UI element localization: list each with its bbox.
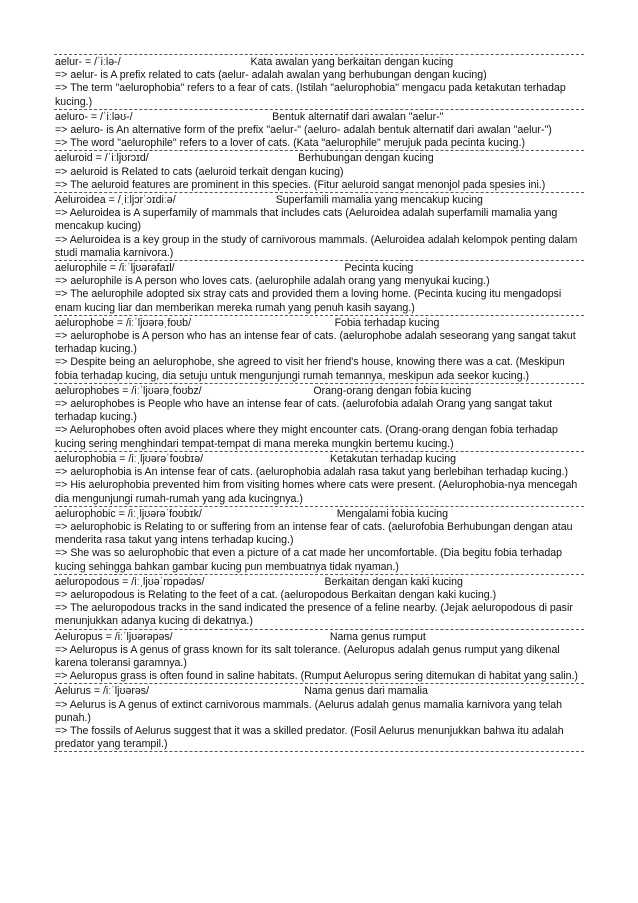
entry-definition: => aeluropodous is Relating to the feet of a cat. (aeluropodous Berkaitan dengan kaki kucing.) [55, 588, 497, 601]
entry-aelurophobia [54, 451, 584, 506]
entry-term: Aeluropus = /iːˈljʊərəpəs/ [55, 630, 173, 643]
entry-header [55, 631, 583, 644]
entry-indonesian: Superfamili mamalia yang mencakup kucing [275, 194, 483, 207]
entry-indonesian: Fobia terhadap kucing [334, 316, 440, 329]
entry-indonesian: Ketakutan terhadap kucing [329, 452, 457, 465]
entry-definition: => Aelurus is A genus of extinct carnivorous mammals. (Aelurus adalah genus mamalia karnivora yang telah punah.) [55, 698, 562, 724]
entry-aelurophobic [54, 506, 584, 574]
entry-header [55, 685, 583, 698]
entry-aeluroidea [54, 192, 584, 260]
entry-header [55, 576, 583, 589]
entry-term: aeluropodous = /iːˌljʊəˈrɒpədəs/ [55, 575, 205, 588]
entry-example: => Aeluroidea is a key group in the study of carnivorous mammals. (Aeluroidea adalah kelompok penting dalam studi mamalia karnivora.) [55, 233, 578, 259]
entry-indonesian: Berkaitan dengan kaki kucing [324, 575, 463, 588]
entry-header [55, 152, 583, 165]
entry-indonesian: Orang-orang dengan fobia kucing [313, 384, 472, 397]
entry-header [55, 385, 583, 398]
entry-term: aelurophile = /iːˈljʊərəfaɪl/ [55, 262, 175, 275]
entry-term: Aeluroidea = /ˌiːljɔrˈɔɪdiːə/ [55, 194, 176, 207]
entry-indonesian: Nama genus dari mamalia [304, 685, 428, 698]
entry-definition: => Aeluroidea is A superfamily of mammals that includes cats (Aeluroidea adalah superfamili mamalia yang mencakup kucing) [55, 207, 558, 233]
entry-definition: => aelurophobia is An intense fear of cats. (aelurophobia adalah rasa takut yang berlebihan terhadap kucing.) [55, 466, 568, 479]
entry-indonesian: Nama genus rumput [329, 630, 426, 643]
entry-header [55, 317, 583, 330]
entry-indonesian: Pecinta kucing [344, 262, 414, 275]
entry-header [55, 453, 583, 466]
entry-header [55, 508, 583, 521]
entry-example: => The fossils of Aelurus suggest that it was a skilled predator. (Fosil Aelurus menunjukkan bahwa itu adalah predator yang terampil.) [55, 724, 564, 751]
entry-aeluropodous [54, 574, 584, 629]
entry-term: aelur- = /ˈiːlə-/ [55, 56, 121, 68]
entry-example: => Despite being an aelurophobe, she agreed to visit her friend's house, knowing there was a cat. (Meskipun fobia terhadap kucing, dia setuju untuk mengunjungi rumah temannya, meskipun ada seekor kucing.) [55, 356, 565, 382]
entry-example: => His aelurophobia prevented him from visiting homes where cats were present. (Aelurophobia-nya mencegah dia mengunjungi rumah-rumah yang ada kucingnya.) [55, 479, 578, 505]
entry-example: => The word "aelurophile" refers to a lover of cats. (Kata "aelurophile" merujuk pada pecinta kucing.) [55, 137, 526, 150]
entry-definition: => Aeluropus is A genus of grass known for its salt tolerance. (Aeluropus adalah genus rumput yang dikenal karena toleransi garamnya.) [55, 643, 560, 669]
entry-indonesian: Mengalami fobia kucing [336, 507, 449, 520]
entry-definition: => aelurophobe is A person who has an intense fear of cats. (aelurophobe adalah seseorang yang sangat takut terhadap kucing.) [55, 330, 576, 356]
entry-definition: => aelurophobes is People who have an intense fear of cats. (aelurofobia adalah Orang yang sangat takut terhadap kucing.) [55, 398, 553, 424]
entry-term: aelurophobic = /iːˌljʊərəˈfoʊbɪk/ [55, 507, 202, 520]
entry-term: aelurophobes = /iːˈljʊərəˌfoʊbz/ [55, 384, 202, 397]
entry-indonesian: Berhubungan dengan kucing [298, 152, 434, 165]
entry-term: aeluroid = /ˈiːljʊrɔɪd/ [55, 152, 149, 165]
entry-example: => She was so aelurophobic that even a picture of a cat made her uncomfortable. (Dia begitu fobia terhadap kucing sehingga bahkan gambar kucing pun membuatnya tidak nyaman.) [55, 547, 563, 573]
entry-aelurophobe [54, 315, 584, 383]
glossary-page [54, 54, 584, 752]
entry-term: aeluro- = /ˈiːləʊ-/ [55, 110, 133, 123]
entry-aeluropus [54, 629, 584, 684]
entry-example: => The aeluroid features are prominent in this species. (Fitur aeluroid sangat menonjol pada spesies ini.) [55, 178, 546, 191]
entry-example: => The aeluropodous tracks in the sand indicated the presence of a feline nearby. (Jejak aeluropodous di pasir menunjukkan adanya kucing di dekatnya.) [55, 602, 573, 628]
entry-aelurus [54, 683, 584, 752]
entry-term: aelurophobia = /iːˌljʊərəˈfoʊbɪə/ [55, 452, 204, 465]
entry-header [55, 194, 583, 207]
entry-aelur [54, 54, 584, 109]
entry-term: aelurophobe = /iːˈljʊərəˌfoʊb/ [55, 316, 192, 329]
entry-definition: => aelur- is A prefix related to cats (aelur- adalah awalan yang berhubungan dengan kucing) [55, 69, 487, 82]
entry-definition: => aeluroid is Related to cats (aeluroid terkait dengan kucing) [55, 165, 344, 178]
entry-example: => Aelurophobes often avoid places where they might encounter cats. (Orang-orang dengan fobia terhadap kucing sering menghindari tempat-tempat di mana mereka mungkin bertemu kucing.) [55, 424, 558, 450]
entry-definition: => aelurophobic is Relating to or suffering from an intense fear of cats. (aelurofobia Berhubungan dengan atau menderita rasa takut yang intens terhadap kucing.) [55, 520, 573, 547]
entry-term: Aelurus = /iːˈljʊərəs/ [55, 685, 150, 698]
entry-definition: => aeluro- is An alternative form of the prefix "aelur-" (aeluro- adalah bentuk alternatif dari awalan "aelur-") [55, 124, 552, 137]
entry-definition: => aelurophile is A person who loves cats. (aelurophile adalah orang yang menyukai kucing.) [55, 275, 490, 288]
entry-indonesian: Kata awalan yang berkaitan dengan kucing [250, 56, 454, 68]
entry-aeluroid [54, 150, 584, 192]
entry-header [55, 56, 583, 69]
entry-header [55, 111, 583, 124]
entry-aeluro [54, 109, 584, 151]
entry-aelurophobes [54, 383, 584, 451]
entry-header [55, 262, 583, 275]
entry-example: => The aelurophile adopted six stray cats and provided them a loving home. (Pecinta kucing itu mengadopsi enam kucing liar dan memberikan mereka rumah yang penuh kasih sayang.) [55, 288, 562, 314]
entry-aelurophile [54, 260, 584, 315]
entry-indonesian: Bentuk alternatif dari awalan "aelur-" [272, 110, 444, 123]
entry-example: => The term "aelurophobia" refers to a fear of cats. (Istilah "aelurophobia" mengacu pada ketakutan terhadap kucing.) [55, 82, 566, 108]
entry-example: => Aeluropus grass is often found in saline habitats. (Rumput Aeluropus sering ditemukan di habitat yang salin.) [55, 670, 578, 683]
